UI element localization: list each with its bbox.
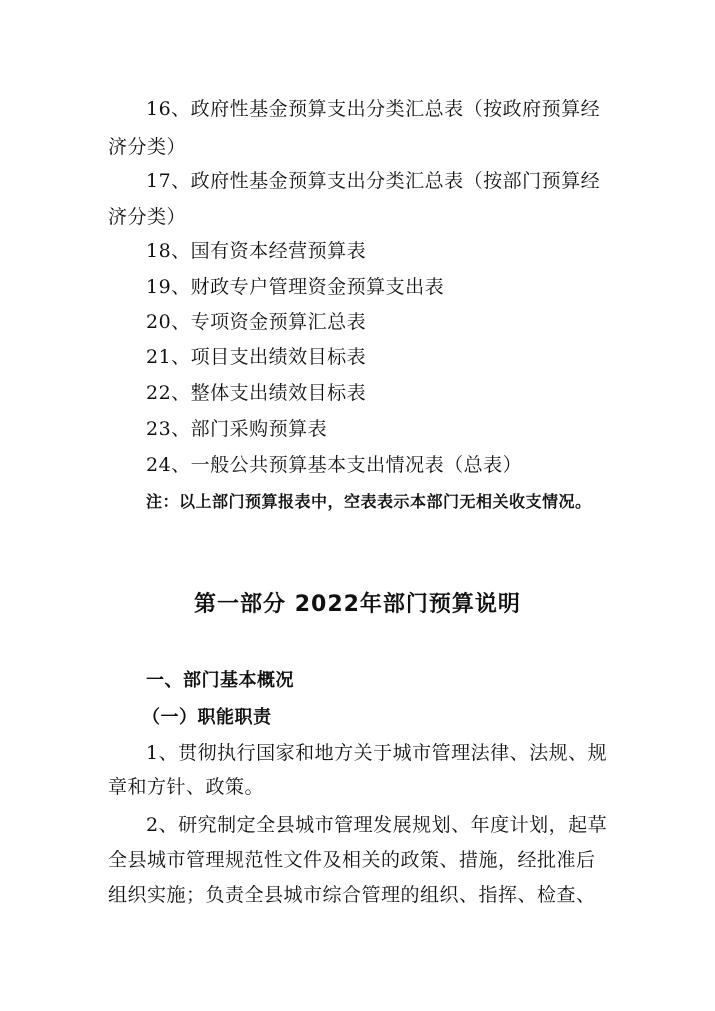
paragraph-2-line-3: 组织实施；负责全县城市综合管理的组织、指挥、检查、 [108,884,596,906]
paragraph-1-line-1: 1、贯彻执行国家和地方关于城市管理法律、法规、规 [146,742,608,764]
paragraph-1-line-2: 章和方针、政策。 [108,776,265,798]
part-title: 第一部分 2022年部门预算说明 [194,592,521,617]
note-text: 注：以上部门预算报表中，空表表示本部门无相关收支情况。 [146,492,592,511]
list-item-23: 23、部门采购预算表 [146,418,328,440]
subsection-title: （一）职能职责 [142,707,272,728]
list-item-22: 22、整体支出绩效目标表 [146,382,367,404]
list-item-21: 21、项目支出绩效目标表 [146,346,367,368]
list-item-20: 20、专项资金预算汇总表 [146,311,367,333]
list-item-24: 24、一般公共预算基本支出情况表（总表） [146,454,523,476]
list-item-18: 18、国有资本经营预算表 [146,240,367,262]
paragraph-2-line-2: 全县城市管理规范性文件及相关的政策、措施，经批准后 [108,849,596,871]
section-title: 一、部门基本概况 [146,670,294,691]
list-item-17: 17、政府性基金预算支出分类汇总表（按部门预算经 [146,170,601,192]
paragraph-2-line-1: 2、研究制定全县城市管理发展规划、年度计划，起草 [146,814,608,836]
list-item-16-continuation: 济分类） [108,136,187,158]
list-item-16: 16、政府性基金预算支出分类汇总表（按政府预算经 [146,98,601,120]
list-item-17-continuation: 济分类） [108,206,187,228]
list-item-19: 19、财政专户管理资金预算支出表 [146,276,445,298]
